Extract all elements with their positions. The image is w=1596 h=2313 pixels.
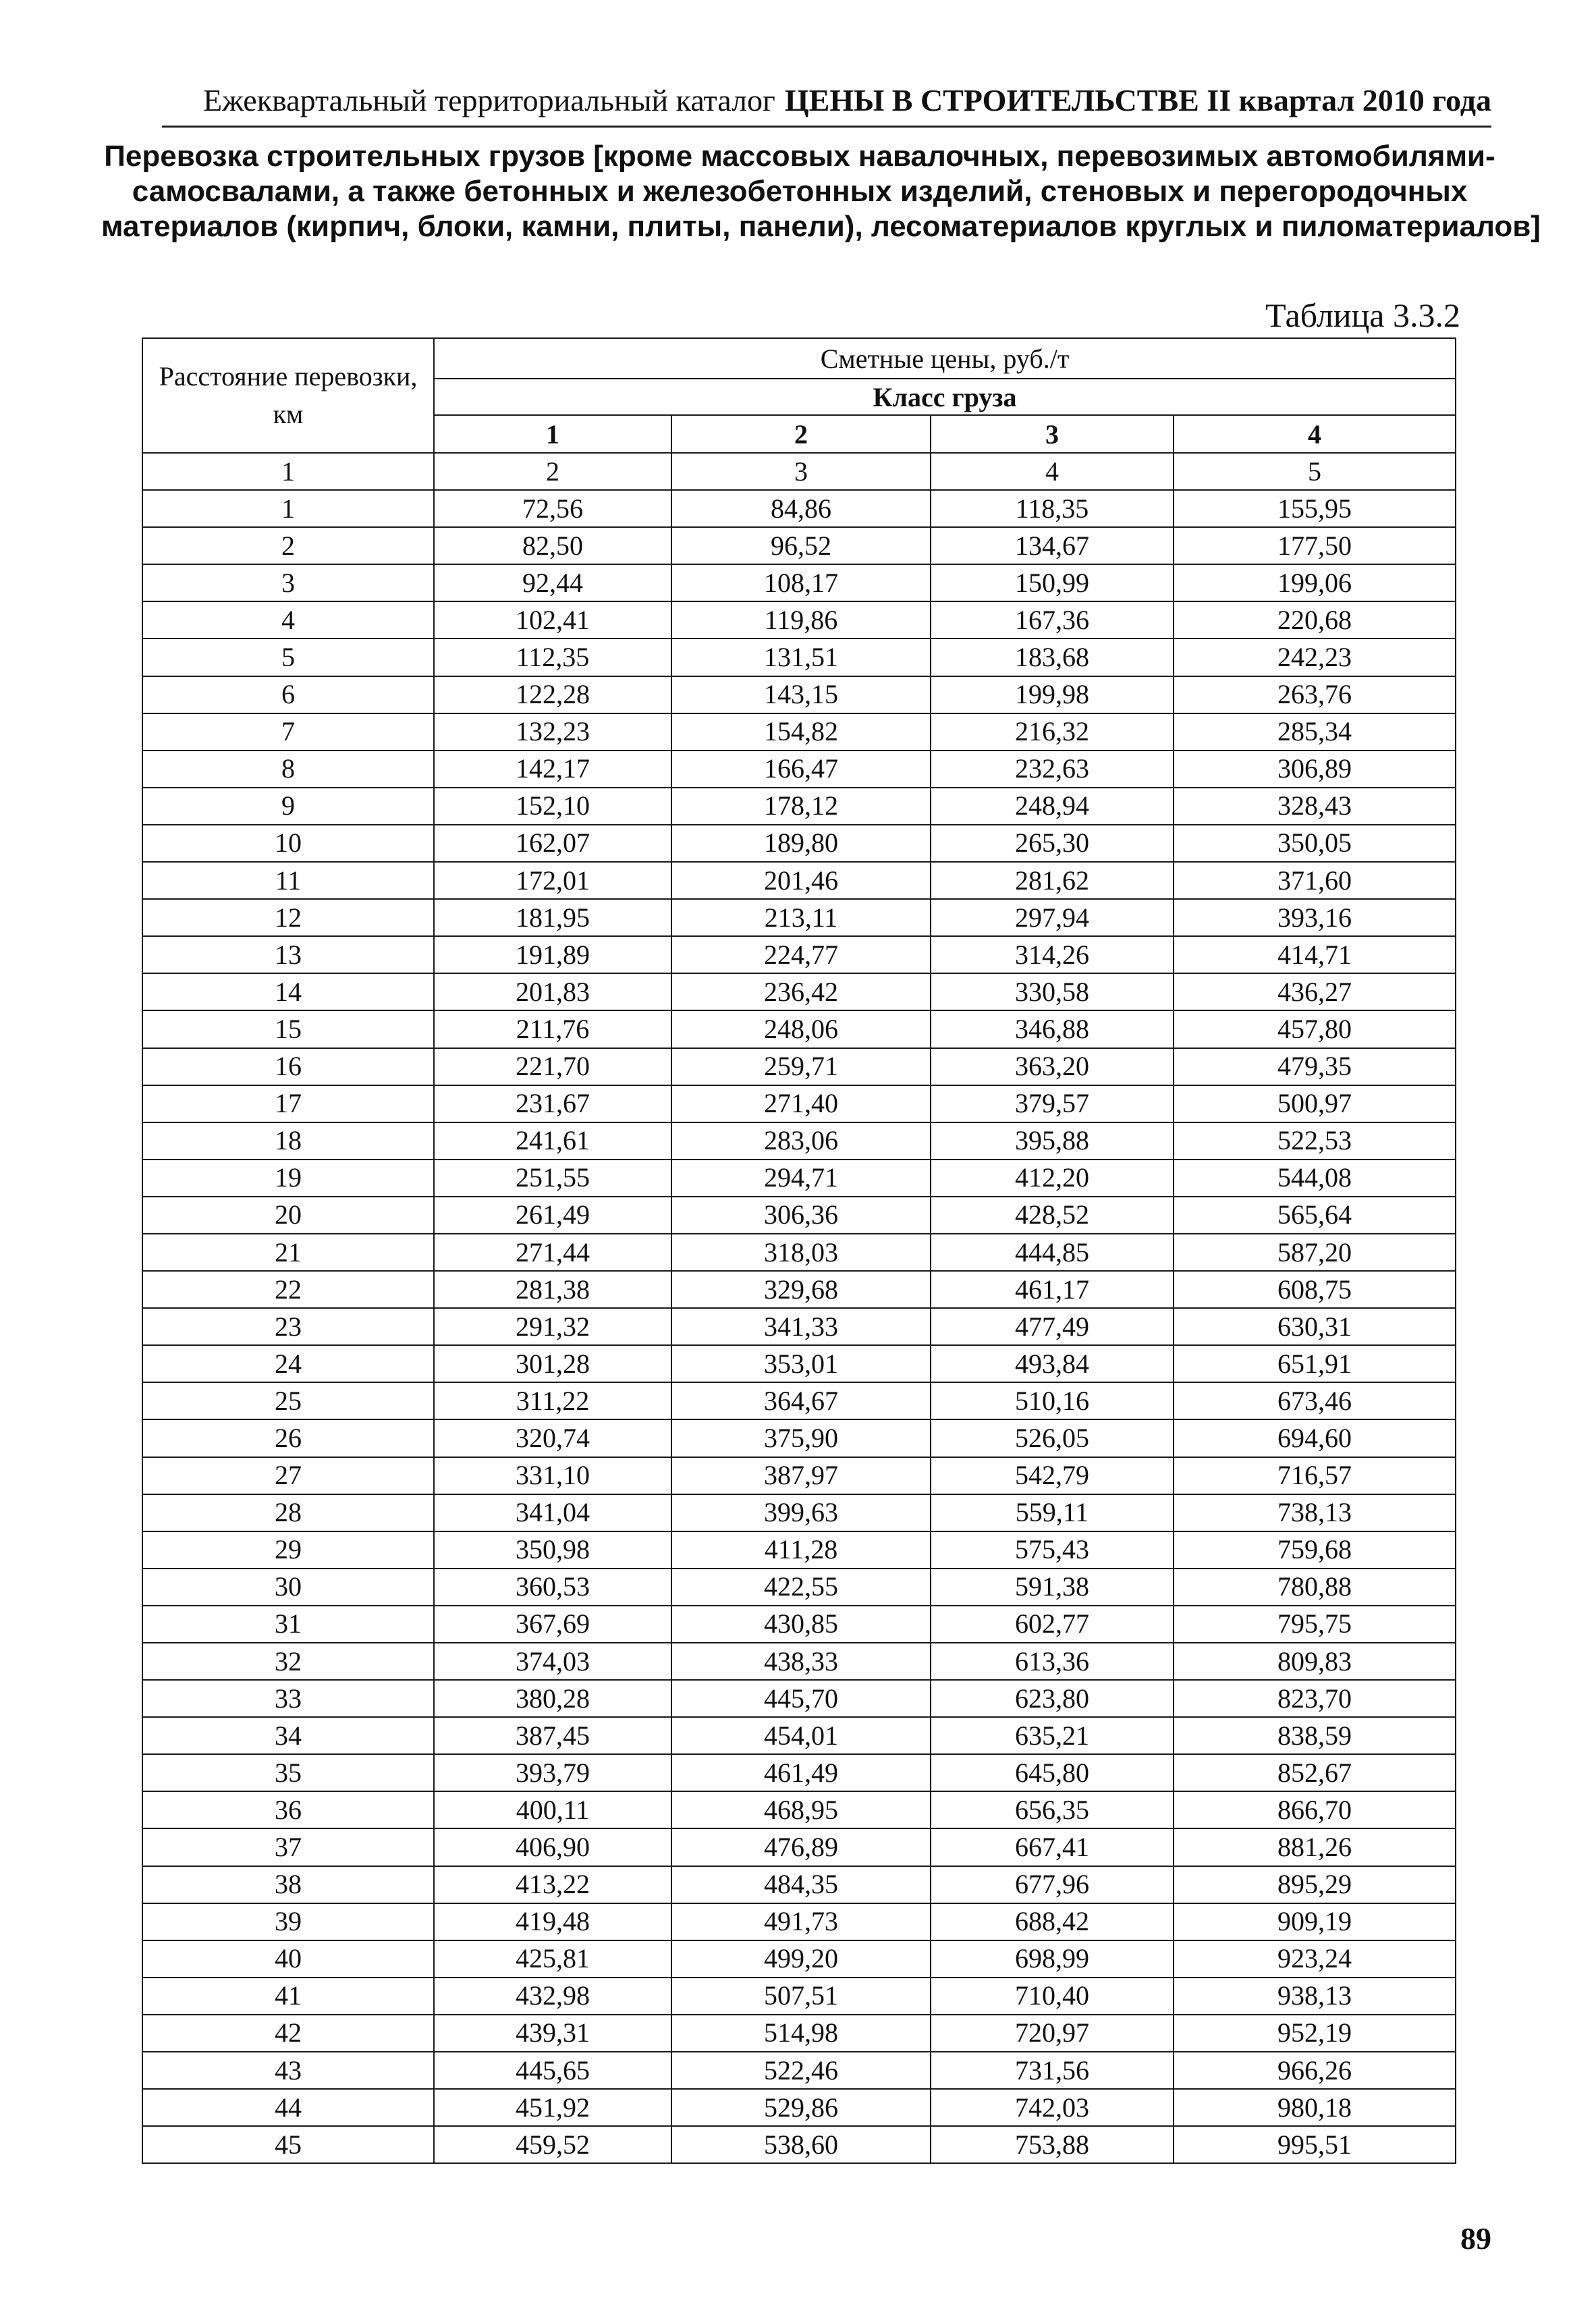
price-class-4-cell: 263,76 (1174, 676, 1456, 713)
price-class-3-cell: 559,11 (931, 1494, 1174, 1531)
table-row (142, 1643, 1456, 1680)
price-class-4-cell: 371,60 (1174, 862, 1456, 899)
table-row (142, 1048, 1456, 1085)
price-class-4-cell: 630,31 (1174, 1308, 1456, 1345)
price-class-3-cell: 395,88 (931, 1122, 1174, 1160)
price-class-4-cell: 738,13 (1174, 1494, 1456, 1531)
price-class-2-cell: 341,33 (671, 1308, 931, 1345)
price-class-4-cell: 479,35 (1174, 1048, 1456, 1085)
price-class-3-cell: 526,05 (931, 1419, 1174, 1457)
distance-cell: 15 (142, 1010, 434, 1047)
price-class-3-cell: 232,63 (931, 751, 1174, 788)
distance-cell: 7 (142, 713, 434, 751)
price-class-3-cell: 248,94 (931, 788, 1174, 825)
table-row (142, 973, 1456, 1010)
class-number-cell: 2 (671, 415, 931, 453)
table-row (142, 638, 1456, 676)
price-class-3-cell: 635,21 (931, 1717, 1174, 1754)
price-class-4-cell: 995,51 (1174, 2126, 1456, 2163)
price-class-1-cell: 102,41 (434, 601, 671, 638)
price-class-4-cell: 838,59 (1174, 1717, 1456, 1754)
table-row (142, 1717, 1456, 1754)
distance-cell: 8 (142, 751, 434, 788)
header-distance: Расстояние перевозки, км (142, 338, 434, 453)
distance-cell: 3 (142, 564, 434, 601)
price-class-1-cell: 393,79 (434, 1754, 671, 1791)
price-class-4-cell: 952,19 (1174, 2015, 1456, 2052)
price-class-4-cell: 909,19 (1174, 1903, 1456, 1940)
title-line-2: самосвалами, а также бетонных и железобетонных изделий, стеновых и перегородочных (132, 175, 1468, 208)
price-class-4-cell: 544,08 (1174, 1160, 1456, 1197)
price-class-3-cell: 688,42 (931, 1903, 1174, 1940)
distance-cell: 23 (142, 1308, 434, 1345)
price-class-1-cell: 419,48 (434, 1903, 671, 1940)
price-class-2-cell: 438,33 (671, 1643, 931, 1680)
price-table (142, 337, 1456, 2164)
table-row (142, 1382, 1456, 1419)
price-class-2-cell: 166,47 (671, 751, 931, 788)
distance-cell: 19 (142, 1160, 434, 1197)
price-class-2-cell: 364,67 (671, 1382, 931, 1419)
price-class-3-cell: 602,77 (931, 1606, 1174, 1643)
distance-cell: 24 (142, 1345, 434, 1382)
price-class-1-cell: 172,01 (434, 862, 671, 899)
page-number: 89 (1460, 2221, 1491, 2256)
price-class-1-cell: 350,98 (434, 1531, 671, 1569)
price-class-2-cell: 484,35 (671, 1866, 931, 1903)
price-class-3-cell: 216,32 (931, 713, 1174, 751)
table-row (142, 899, 1456, 936)
distance-cell: 17 (142, 1085, 434, 1122)
price-class-1-cell: 191,89 (434, 936, 671, 973)
price-class-4-cell: 694,60 (1174, 1419, 1456, 1457)
price-class-2-cell: 259,71 (671, 1048, 931, 1085)
distance-cell: 42 (142, 2015, 434, 2052)
distance-cell: 26 (142, 1419, 434, 1457)
distance-cell: 27 (142, 1457, 434, 1494)
distance-cell: 25 (142, 1382, 434, 1419)
distance-cell: 40 (142, 1940, 434, 1978)
price-class-4-cell: 155,95 (1174, 490, 1456, 527)
price-class-2-cell: 143,15 (671, 676, 931, 713)
price-class-3-cell: 710,40 (931, 1978, 1174, 2015)
table-row (142, 490, 1456, 527)
catalog-name: Ежеквартальный территориальный каталог (203, 83, 775, 117)
table-row (142, 1085, 1456, 1122)
price-class-4-cell: 716,57 (1174, 1457, 1456, 1494)
table-row (142, 1940, 1456, 1978)
price-class-3-cell: 167,36 (931, 601, 1174, 638)
price-class-3-cell: 183,68 (931, 638, 1174, 676)
distance-cell: 35 (142, 1754, 434, 1791)
price-class-1-cell: 82,50 (434, 527, 671, 564)
table-row (142, 1754, 1456, 1791)
distance-cell: 36 (142, 1791, 434, 1828)
price-class-2-cell: 178,12 (671, 788, 931, 825)
price-class-1-cell: 374,03 (434, 1643, 671, 1680)
price-class-2-cell: 529,86 (671, 2089, 931, 2126)
class-number-cell: 3 (931, 415, 1174, 453)
column-number-row (142, 453, 1456, 490)
price-class-2-cell: 131,51 (671, 638, 931, 676)
price-class-3-cell: 265,30 (931, 825, 1174, 862)
price-class-4-cell: 852,67 (1174, 1754, 1456, 1791)
price-class-2-cell: 108,17 (671, 564, 931, 601)
price-class-2-cell: 353,01 (671, 1345, 931, 1382)
price-class-3-cell: 118,35 (931, 490, 1174, 527)
distance-cell: 5 (142, 638, 434, 676)
price-class-2-cell: 445,70 (671, 1680, 931, 1717)
distance-cell: 37 (142, 1828, 434, 1866)
price-class-2-cell: 461,49 (671, 1754, 931, 1791)
price-class-2-cell: 375,90 (671, 1419, 931, 1457)
price-class-2-cell: 306,36 (671, 1197, 931, 1234)
price-class-2-cell: 399,63 (671, 1494, 931, 1531)
distance-cell: 45 (142, 2126, 434, 2163)
table-row (142, 1419, 1456, 1457)
price-class-3-cell: 753,88 (931, 2126, 1174, 2163)
table-row (142, 1531, 1456, 1569)
price-class-2-cell: 411,28 (671, 1531, 931, 1569)
distance-cell: 1 (142, 490, 434, 527)
column-number-cell: 5 (1174, 453, 1456, 490)
price-class-1-cell: 331,10 (434, 1457, 671, 1494)
distance-cell: 18 (142, 1122, 434, 1160)
title-line-3: материалов (кирпич, блоки, камни, плиты, панели), лесоматериалов круглых и пиломатериалов] (101, 210, 1541, 243)
price-class-4-cell: 587,20 (1174, 1234, 1456, 1271)
price-class-1-cell: 320,74 (434, 1419, 671, 1457)
price-class-1-cell: 231,67 (434, 1085, 671, 1122)
price-class-2-cell: 491,73 (671, 1903, 931, 1940)
price-class-4-cell: 823,70 (1174, 1680, 1456, 1717)
table-row (142, 1866, 1456, 1903)
price-class-4-cell: 809,83 (1174, 1643, 1456, 1680)
price-class-1-cell: 445,65 (434, 2052, 671, 2089)
table-row (142, 564, 1456, 601)
price-class-4-cell: 199,06 (1174, 564, 1456, 601)
price-class-4-cell: 938,13 (1174, 1978, 1456, 2015)
price-class-3-cell: 698,99 (931, 1940, 1174, 1978)
price-class-2-cell: 213,11 (671, 899, 931, 936)
price-class-4-cell: 350,05 (1174, 825, 1456, 862)
price-class-3-cell: 444,85 (931, 1234, 1174, 1271)
price-class-1-cell: 387,45 (434, 1717, 671, 1754)
price-class-3-cell: 314,26 (931, 936, 1174, 973)
table-row (142, 1197, 1456, 1234)
price-class-3-cell: 742,03 (931, 2089, 1174, 2126)
price-class-2-cell: 119,86 (671, 601, 931, 638)
table-row (142, 1271, 1456, 1308)
price-class-1-cell: 281,38 (434, 1271, 671, 1308)
distance-cell: 31 (142, 1606, 434, 1643)
distance-cell: 32 (142, 1643, 434, 1680)
distance-cell: 4 (142, 601, 434, 638)
price-class-4-cell: 895,29 (1174, 1866, 1456, 1903)
price-class-4-cell: 285,34 (1174, 713, 1456, 751)
price-class-2-cell: 96,52 (671, 527, 931, 564)
price-class-1-cell: 406,90 (434, 1828, 671, 1866)
distance-cell: 11 (142, 862, 434, 899)
price-class-2-cell: 236,42 (671, 973, 931, 1010)
price-class-1-cell: 459,52 (434, 2126, 671, 2163)
price-class-1-cell: 181,95 (434, 899, 671, 936)
price-class-4-cell: 651,91 (1174, 1345, 1456, 1382)
price-class-3-cell: 330,58 (931, 973, 1174, 1010)
price-class-1-cell: 132,23 (434, 713, 671, 751)
distance-cell: 9 (142, 788, 434, 825)
price-class-1-cell: 162,07 (434, 825, 671, 862)
price-class-4-cell: 306,89 (1174, 751, 1456, 788)
table-row (142, 1606, 1456, 1643)
price-class-2-cell: 283,06 (671, 1122, 931, 1160)
price-class-1-cell: 425,81 (434, 1940, 671, 1978)
table-row (142, 788, 1456, 825)
price-class-2-cell: 224,77 (671, 936, 931, 973)
price-class-4-cell: 220,68 (1174, 601, 1456, 638)
table-row (142, 1791, 1456, 1828)
distance-cell: 44 (142, 2089, 434, 2126)
table-row (142, 1234, 1456, 1271)
price-class-4-cell: 436,27 (1174, 973, 1456, 1010)
table-row (142, 1160, 1456, 1197)
distance-cell: 21 (142, 1234, 434, 1271)
table-row (142, 2015, 1456, 2052)
table-body (142, 490, 1456, 2163)
distance-cell: 33 (142, 1680, 434, 1717)
table-number-label: Таблица 3.3.2 (1265, 296, 1460, 334)
price-class-2-cell: 294,71 (671, 1160, 931, 1197)
distance-cell: 14 (142, 973, 434, 1010)
price-class-4-cell: 565,64 (1174, 1197, 1456, 1234)
price-class-1-cell: 400,11 (434, 1791, 671, 1828)
table-row (142, 1903, 1456, 1940)
price-class-2-cell: 499,20 (671, 1940, 931, 1978)
price-class-1-cell: 451,92 (434, 2089, 671, 2126)
table-row (142, 601, 1456, 638)
table-row (142, 1122, 1456, 1160)
price-class-4-cell: 328,43 (1174, 788, 1456, 825)
price-class-3-cell: 477,49 (931, 1308, 1174, 1345)
distance-cell: 22 (142, 1271, 434, 1308)
column-number-cell: 4 (931, 453, 1174, 490)
price-class-3-cell: 542,79 (931, 1457, 1174, 1494)
table-row (142, 1494, 1456, 1531)
price-class-4-cell: 457,80 (1174, 1010, 1456, 1047)
price-class-2-cell: 189,80 (671, 825, 931, 862)
table-row (142, 2089, 1456, 2126)
price-class-2-cell: 422,55 (671, 1569, 931, 1606)
distance-cell: 10 (142, 825, 434, 862)
price-class-2-cell: 514,98 (671, 2015, 931, 2052)
price-class-3-cell: 720,97 (931, 2015, 1174, 2052)
price-class-2-cell: 522,46 (671, 2052, 931, 2089)
table-row (142, 1010, 1456, 1047)
price-class-1-cell: 251,55 (434, 1160, 671, 1197)
price-class-1-cell: 122,28 (434, 676, 671, 713)
price-class-4-cell: 393,16 (1174, 899, 1456, 936)
distance-cell: 41 (142, 1978, 434, 2015)
price-class-1-cell: 291,32 (434, 1308, 671, 1345)
price-class-2-cell: 154,82 (671, 713, 931, 751)
price-class-3-cell: 134,67 (931, 527, 1174, 564)
price-class-3-cell: 281,62 (931, 862, 1174, 899)
distance-cell: 20 (142, 1197, 434, 1234)
table-row (142, 1828, 1456, 1866)
table-row (142, 1308, 1456, 1345)
price-class-1-cell: 360,53 (434, 1569, 671, 1606)
price-class-3-cell: 645,80 (931, 1754, 1174, 1791)
price-class-4-cell: 177,50 (1174, 527, 1456, 564)
price-class-3-cell: 150,99 (931, 564, 1174, 601)
running-header (162, 76, 1491, 128)
table-row (142, 1680, 1456, 1717)
distance-cell: 39 (142, 1903, 434, 1940)
price-class-3-cell: 461,17 (931, 1271, 1174, 1308)
price-class-3-cell: 656,35 (931, 1791, 1174, 1828)
distance-cell: 13 (142, 936, 434, 973)
price-class-1-cell: 201,83 (434, 973, 671, 1010)
price-class-3-cell: 363,20 (931, 1048, 1174, 1085)
table-row (142, 936, 1456, 973)
price-class-4-cell: 414,71 (1174, 936, 1456, 973)
price-class-2-cell: 84,86 (671, 490, 931, 527)
table-row (142, 862, 1456, 899)
price-class-1-cell: 311,22 (434, 1382, 671, 1419)
table-row (142, 825, 1456, 862)
distance-cell: 29 (142, 1531, 434, 1569)
price-class-2-cell: 387,97 (671, 1457, 931, 1494)
table-row (142, 751, 1456, 788)
price-class-1-cell: 72,56 (434, 490, 671, 527)
price-class-3-cell: 667,41 (931, 1828, 1174, 1866)
price-class-3-cell: 731,56 (931, 2052, 1174, 2089)
column-number-cell: 1 (142, 453, 434, 490)
price-class-1-cell: 211,76 (434, 1010, 671, 1047)
price-class-4-cell: 759,68 (1174, 1531, 1456, 1569)
table-row (142, 1569, 1456, 1606)
price-class-3-cell: 346,88 (931, 1010, 1174, 1047)
price-class-2-cell: 329,68 (671, 1271, 931, 1308)
price-class-2-cell: 454,01 (671, 1717, 931, 1754)
price-class-4-cell: 866,70 (1174, 1791, 1456, 1828)
price-class-4-cell: 881,26 (1174, 1828, 1456, 1866)
price-class-4-cell: 242,23 (1174, 638, 1456, 676)
column-number-cell: 3 (671, 453, 931, 490)
catalog-title: ЦЕНЫ В СТРОИТЕЛЬСТВЕ II квартал 2010 года (784, 83, 1491, 117)
price-class-2-cell: 538,60 (671, 2126, 931, 2163)
price-class-1-cell: 301,28 (434, 1345, 671, 1382)
table-row (142, 713, 1456, 751)
table-row (142, 1978, 1456, 2015)
price-class-1-cell: 413,22 (434, 1866, 671, 1903)
price-class-4-cell: 500,97 (1174, 1085, 1456, 1122)
price-class-3-cell: 510,16 (931, 1382, 1174, 1419)
table-row (142, 527, 1456, 564)
price-class-1-cell: 432,98 (434, 1978, 671, 2015)
price-class-2-cell: 476,89 (671, 1828, 931, 1866)
price-class-1-cell: 152,10 (434, 788, 671, 825)
price-class-4-cell: 795,75 (1174, 1606, 1456, 1643)
distance-cell: 28 (142, 1494, 434, 1531)
header-cargo-class: Класс груза (434, 379, 1456, 415)
price-class-2-cell: 318,03 (671, 1234, 931, 1271)
price-class-3-cell: 493,84 (931, 1345, 1174, 1382)
price-class-1-cell: 112,35 (434, 638, 671, 676)
price-class-2-cell: 248,06 (671, 1010, 931, 1047)
price-class-1-cell: 380,28 (434, 1680, 671, 1717)
price-class-4-cell: 673,46 (1174, 1382, 1456, 1419)
price-class-4-cell: 966,26 (1174, 2052, 1456, 2089)
price-class-2-cell: 507,51 (671, 1978, 931, 2015)
page-title (101, 139, 1541, 244)
distance-cell: 38 (142, 1866, 434, 1903)
price-class-1-cell: 439,31 (434, 2015, 671, 2052)
header-prices: Сметные цены, руб./т (434, 338, 1456, 379)
class-number-cell: 1 (434, 415, 671, 453)
price-class-3-cell: 677,96 (931, 1866, 1174, 1903)
price-class-4-cell: 522,53 (1174, 1122, 1456, 1160)
price-class-3-cell: 623,80 (931, 1680, 1174, 1717)
table-row (142, 676, 1456, 713)
price-class-1-cell: 221,70 (434, 1048, 671, 1085)
distance-cell: 34 (142, 1717, 434, 1754)
price-class-4-cell: 923,24 (1174, 1940, 1456, 1978)
price-class-3-cell: 412,20 (931, 1160, 1174, 1197)
price-class-1-cell: 341,04 (434, 1494, 671, 1531)
distance-cell: 43 (142, 2052, 434, 2089)
distance-cell: 6 (142, 676, 434, 713)
price-class-3-cell: 428,52 (931, 1197, 1174, 1234)
price-class-4-cell: 780,88 (1174, 1569, 1456, 1606)
distance-cell: 12 (142, 899, 434, 936)
price-class-1-cell: 142,17 (434, 751, 671, 788)
price-class-4-cell: 980,18 (1174, 2089, 1456, 2126)
distance-cell: 30 (142, 1569, 434, 1606)
table-row (142, 2052, 1456, 2089)
price-class-2-cell: 201,46 (671, 862, 931, 899)
table-row (142, 1457, 1456, 1494)
price-class-2-cell: 271,40 (671, 1085, 931, 1122)
class-number-cell: 4 (1174, 415, 1456, 453)
price-class-3-cell: 575,43 (931, 1531, 1174, 1569)
distance-cell: 16 (142, 1048, 434, 1085)
price-class-3-cell: 199,98 (931, 676, 1174, 713)
distance-cell: 2 (142, 527, 434, 564)
price-class-3-cell: 297,94 (931, 899, 1174, 936)
price-class-3-cell: 591,38 (931, 1569, 1174, 1606)
price-class-1-cell: 261,49 (434, 1197, 671, 1234)
table-row (142, 2126, 1456, 2163)
price-class-1-cell: 92,44 (434, 564, 671, 601)
price-class-1-cell: 271,44 (434, 1234, 671, 1271)
price-class-1-cell: 367,69 (434, 1606, 671, 1643)
price-class-4-cell: 608,75 (1174, 1271, 1456, 1308)
price-class-2-cell: 468,95 (671, 1791, 931, 1828)
price-class-3-cell: 613,36 (931, 1643, 1174, 1680)
price-class-3-cell: 379,57 (931, 1085, 1174, 1122)
table-row (142, 1345, 1456, 1382)
title-line-1: Перевозка строительных грузов [кроме массовых навалочных, перевозимых автомобилями- (104, 140, 1495, 173)
price-class-2-cell: 430,85 (671, 1606, 931, 1643)
column-number-cell: 2 (434, 453, 671, 490)
price-class-1-cell: 241,61 (434, 1122, 671, 1160)
